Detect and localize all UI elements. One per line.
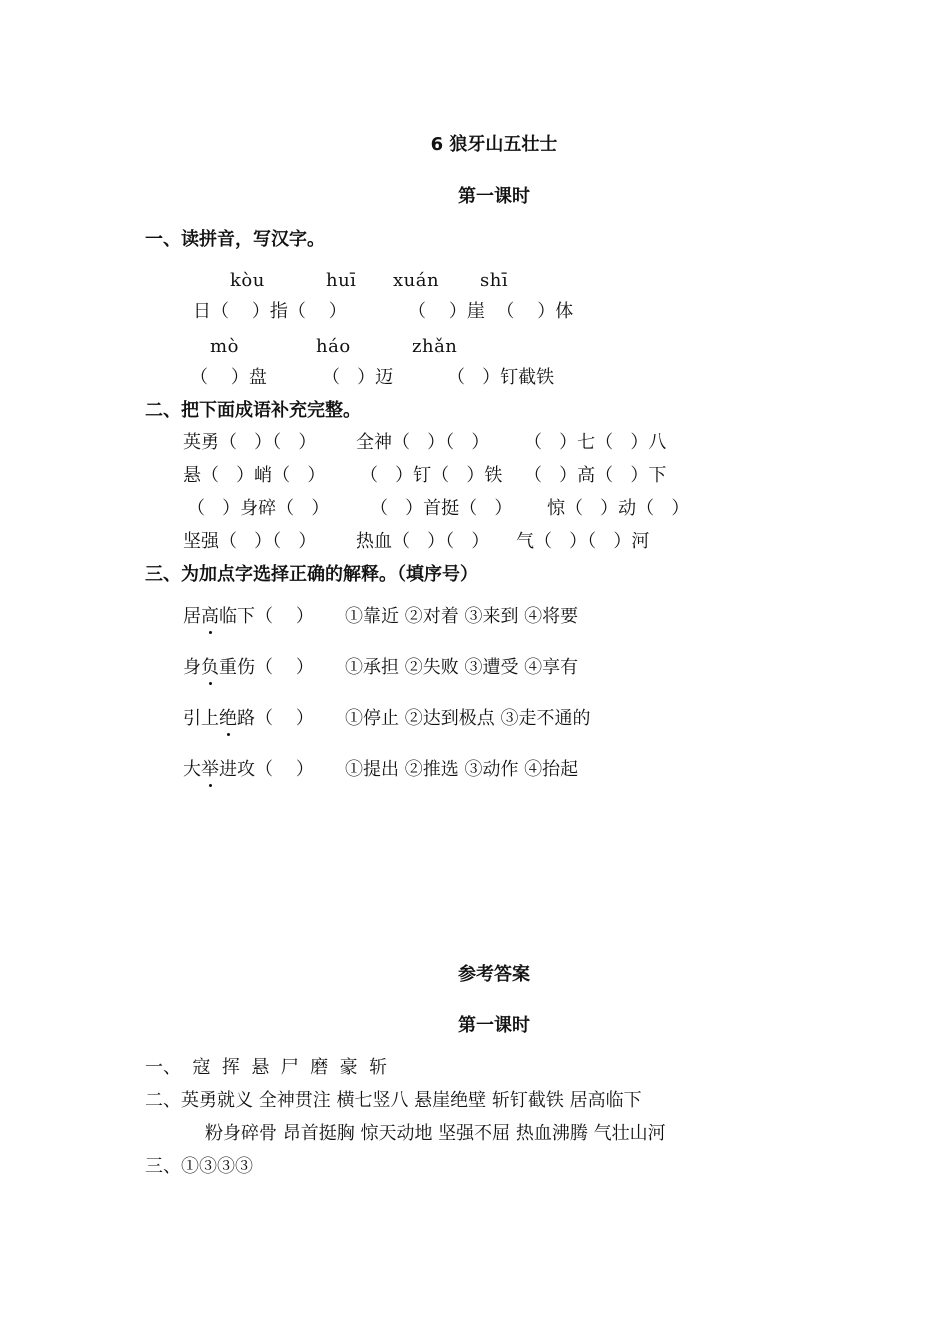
option-list: ①停止 ②达到极点 ③走不通的 <box>345 708 591 729</box>
lesson-title: 第一课时 <box>458 186 530 207</box>
blank-group: （ ）迈 <box>322 367 394 388</box>
blank-group: （ ）盘 <box>190 367 267 388</box>
answer-2: 二、英勇就义 全神贯注 横七竖八 悬崖绝壁 斩钉截铁 居高临下 <box>145 1090 642 1111</box>
idiom-blank: 气（ ）（ ）河 <box>516 531 650 552</box>
idiom-blank: 英勇（ ）（ ） <box>183 432 317 453</box>
page-title: 6 狼牙山五壮士 <box>430 134 558 155</box>
dotted-char: 负 <box>201 657 219 678</box>
word-part: 路（ ） <box>237 708 314 729</box>
idiom-blank: （ ）身碎（ ） <box>187 498 330 519</box>
word-part: 引上 <box>183 708 219 729</box>
dotted-word-item <box>183 759 314 781</box>
option-list: ①承担 ②失败 ③遭受 ④享有 <box>345 657 579 678</box>
idiom-blank: （ ）高（ ）下 <box>524 465 667 486</box>
idiom-blank: （ ）首挺（ ） <box>370 498 513 519</box>
idiom-blank: 悬（ ）峭（ ） <box>183 465 326 486</box>
dotted-word-item <box>183 708 314 730</box>
word-part: 身 <box>183 657 201 678</box>
blank-group: （ ）崖 （ ）体 <box>408 301 574 322</box>
idiom-blank: 全神（ ）（ ） <box>356 432 490 453</box>
pinyin-hui: huī <box>326 270 357 291</box>
pinyin-hao: háo <box>316 336 351 357</box>
word-part: 临下（ ） <box>219 606 314 627</box>
answer-1: 一、 寇 挥 悬 尸 磨 豪 斩 <box>145 1057 388 1078</box>
dotted-char: 绝 <box>219 708 237 729</box>
section1-heading: 一、读拼音，写汉字。 <box>145 229 325 250</box>
pinyin-shi: shī <box>480 270 509 291</box>
pinyin-kou: kòu <box>230 270 265 291</box>
answers-lesson-title: 第一课时 <box>458 1015 530 1036</box>
dotted-word-item <box>183 606 314 628</box>
dotted-word-item <box>183 657 314 679</box>
answers-title: 参考答案 <box>458 964 530 985</box>
blank-group: 日（ ）指（ ） <box>193 301 347 322</box>
word-part: 居 <box>183 606 201 627</box>
blank-group: （ ）钉截铁 <box>447 367 555 388</box>
idiom-blank: （ ）七（ ）八 <box>524 432 667 453</box>
pinyin-xuan: xuán <box>393 270 440 291</box>
section2-heading: 二、把下面成语补充完整。 <box>145 400 361 421</box>
dotted-char: 举 <box>201 759 219 780</box>
section3-heading: 三、为加点字选择正确的解释。（填序号） <box>145 564 478 585</box>
pinyin-zhan: zhǎn <box>412 336 458 357</box>
idiom-blank: 惊（ ）动（ ） <box>547 498 690 519</box>
option-list: ①靠近 ②对着 ③来到 ④将要 <box>345 606 579 627</box>
idiom-blank: 热血（ ）（ ） <box>356 531 490 552</box>
word-part: 大 <box>183 759 201 780</box>
answer-2-continued: 粉身碎骨 昂首挺胸 惊天动地 坚强不屈 热血沸腾 气壮山河 <box>205 1123 666 1144</box>
idiom-blank: 坚强（ ）（ ） <box>183 531 317 552</box>
answer-3: 三、①③③③ <box>145 1156 253 1177</box>
dotted-char: 高 <box>201 606 219 627</box>
idiom-blank: （ ）钉（ ）铁 <box>360 465 503 486</box>
option-list: ①提出 ②推选 ③动作 ④抬起 <box>345 759 579 780</box>
pinyin-mo: mò <box>210 336 239 357</box>
word-part: 进攻（ ） <box>219 759 314 780</box>
word-part: 重伤（ ） <box>219 657 314 678</box>
